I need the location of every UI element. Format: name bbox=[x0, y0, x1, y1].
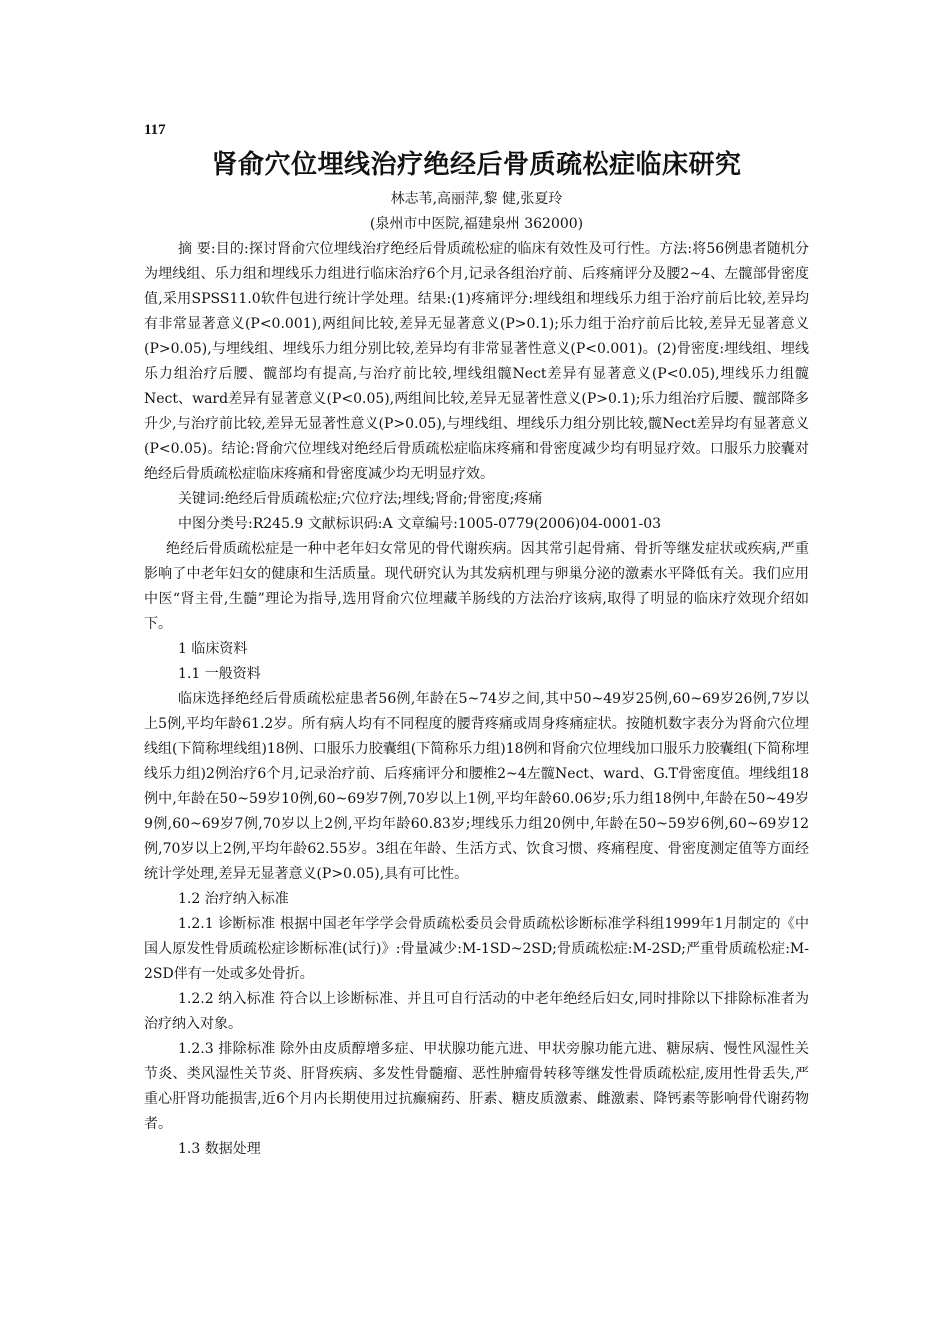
exclusion-criteria-paragraph: 1.2.3 排除标准 除外由皮质醇增多症、甲状腺功能亢进、甲状旁腺功能亢进、糖尿病、慢性风湿性关节炎、类风湿性关节炎、肝肾疾病、多发性骨髓瘤、恶性肿瘤骨转移等继发性骨质疏松症,废用性骨丢失,严重心肝肾功能损害,近6个月内长期使用过抗癫痫药、肝素、糖皮质激素、雌激素、降钙素等影响骨代谢药物者。 bbox=[144, 1041, 809, 1132]
section-heading-1-2: 1.2 治疗纳入标准 bbox=[178, 891, 289, 907]
page-number: 117 bbox=[144, 122, 166, 138]
abstract: 摘 要:目的:探讨肾俞穴位埋线治疗绝经后骨质疏松症的临床有效性及可行性。方法:将56例患者随机分为埋线组、乐力组和埋线乐力组进行临床治疗6个月,记录各组治疗前、后疼痛评分及腰2~4、左髋部骨密度值,采用SPSS11.0软件包进行统计学处理。结果:(1)疼痛评分:埋线组和埋线乐力组于治疗前后比较,差异均有非常显著意义(P<0.001),两组间比较,差异无显著意义(P>0.1);乐力组于治疗前后比较,差异无显著意义(P>0.05),与埋线组、埋线乐力组分别比较,差异均有非常显著性意义(P<0.001)。(2)骨密度:埋线组、埋线乐力组治疗后腰、髋部均有提高,与治疗前比较,埋线组髋Nect差异有显著意义(P<0.05),埋线乐力组髋Nect、ward差异有显著意义(P<0.05),两组间比较,差异无显著性意义(P>0.1);乐力组治疗后腰、髋部降多升少,与治疗前比较,差异无显著性意义(P>0.05),与埋线组、埋线乐力组分别比较,髋Nect差异均有显著意义(P<0.05)。结论:肾俞穴位埋线对绝经后骨质疏松症临床疼痛和骨密度减少均有明显疗效。口服乐力胶囊对绝经后骨质疏松症临床疼痛和骨密度减少均无明显疗效。 bbox=[144, 241, 809, 482]
section-heading-1-3: 1.3 数据处理 bbox=[178, 1141, 261, 1157]
section-heading-1-1: 1.1 一般资料 bbox=[178, 666, 261, 682]
diagnostic-criteria-paragraph: 1.2.1 诊断标准 根据中国老年学学会骨质疏松委员会骨质疏松诊断标准学科组1999年1月制定的《中国人原发性骨质疏松症诊断标准(试行)》:骨量减少:M-1SD~2SD;骨质疏松症:M-2SD;严重骨质疏松症:M-2SD伴有一处或多处骨折。 bbox=[144, 916, 809, 982]
section-heading-1: 1 临床资料 bbox=[178, 641, 248, 657]
authors: 林志苇,高丽萍,黎 健,张夏玲 bbox=[390, 191, 563, 207]
keywords: 关键词:绝经后骨质疏松症;穴位疗法;埋线;肾俞;骨密度;疼痛 bbox=[178, 491, 543, 507]
article-title: 肾俞穴位埋线治疗绝经后骨质疏松症临床研究 bbox=[211, 150, 742, 180]
general-data-paragraph: 临床选择绝经后骨质疏松症患者56例,年龄在5~74岁之间,其中50~49岁25例,60~69岁26例,7岁以上5例,平均年龄61.2岁。所有病人均有不同程度的腰背疼痛或周身疼痛症状。按随机数字表分为肾俞穴位埋线组(下简称埋线组)18例、口服乐力胶囊组(下简称乐力组)18例和肾俞穴位埋线加口服乐力胶囊组(下简称埋线乐力组)2例治疗6个月,记录治疗前、后疼痛评分和腰椎2~4左髋Nect、ward、G.T骨密度值。埋线组18例中,年龄在50~59岁10例,60~69岁7例,70岁以上1例,平均年龄60.06岁;乐力组18例中,年龄在50~49岁9例,60~69岁7例,70岁以上2例,平均年龄60.83岁;埋线乐力组20例中,年龄在50~59岁6例,60~69岁12例,70岁以上2例,平均年龄62.55岁。3组在年龄、生活方式、饮食习惯、疼痛程度、骨密度测定值等方面经统计学处理,差异无显著意义(P>0.05),具有可比性。 bbox=[144, 691, 809, 882]
affiliation: (泉州市中医院,福建泉州 362000) bbox=[369, 216, 584, 232]
classification: 中图分类号:R245.9 文献标识码:A 文章编号:1005-0779(2006)04-0001-03 bbox=[178, 516, 662, 532]
intro-paragraph: 绝经后骨质疏松症是一种中老年妇女常见的骨代谢疾病。因其常引起骨痛、骨折等继发症状或疾病,严重影响了中老年妇女的健康和生活质量。现代研究认为其发病机理与卵巢分泌的激素水平降低有关。我们应用中医“肾主骨,生髓”理论为指导,选用肾俞穴位埋藏羊肠线的方法治疗该病,取得了明显的临床疗效现介绍如下。 bbox=[144, 541, 809, 632]
article-page bbox=[144, 122, 809, 1162]
inclusion-criteria-paragraph: 1.2.2 纳入标准 符合以上诊断标准、并且可自行活动的中老年绝经后妇女,同时排除以下排除标准者为治疗纳入对象。 bbox=[144, 991, 809, 1032]
